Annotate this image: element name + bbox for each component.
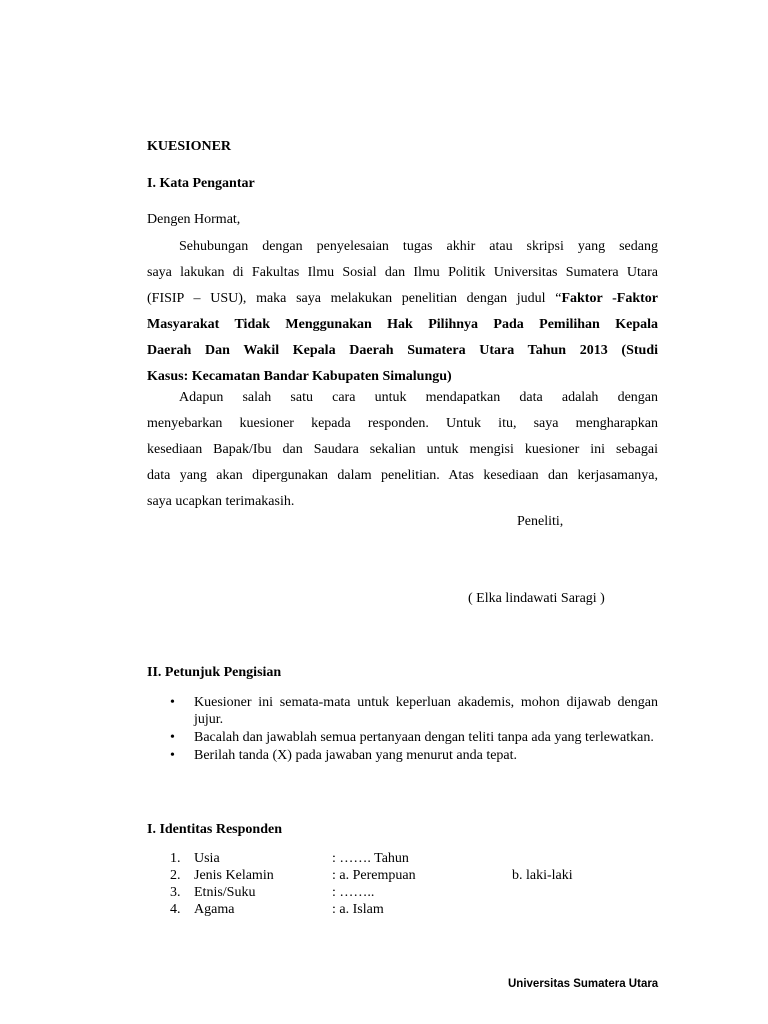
para2-line-1: Adapun salah satu cara untuk mendapatkan data adalah dengan bbox=[179, 390, 658, 405]
list-item: • Berilah tanda (X) pada jawaban yang menurut anda tepat. bbox=[170, 748, 518, 763]
bullet-icon: • bbox=[170, 730, 175, 745]
section-heading-petunjuk: II. Petunjuk Pengisian bbox=[147, 665, 282, 680]
para1-line-2: saya lakukan di Fakultas Ilmu Sosial dan Ilmu Politik Universitas Sumatera Utara bbox=[147, 265, 658, 280]
page-footer: Universitas Sumatera Utara bbox=[508, 978, 659, 990]
paragraph-request bbox=[147, 385, 658, 515]
research-title-line-2: Masyarakat Tidak Menggunakan Hak Pilihnya Pada Pemilihan Kepala bbox=[147, 317, 658, 332]
para2-line-2: menyebarkan kuesioner kepada responden. Untuk itu, saya mengharapkan bbox=[147, 416, 658, 431]
para2-line-4: data yang akan dipergunakan dalam penelitian. Atas kesediaan dan kerjasamanya, bbox=[147, 468, 658, 483]
greeting: Dengen Hormat, bbox=[147, 212, 241, 227]
research-title-line-3: Daerah Dan Wakil Kepala Daerah Sumatera Utara Tahun 2013 (Studi bbox=[147, 343, 658, 358]
para2-line-5: saya ucapkan terimakasih. bbox=[147, 494, 295, 509]
para1-line-1: Sehubungan dengan penyelesaian tugas akhir atau skripsi yang sedang bbox=[179, 239, 658, 254]
bullet-icon: • bbox=[170, 695, 175, 710]
identity-row-agama: 4. Agama : a. Islam bbox=[170, 902, 384, 917]
bullet-icon: • bbox=[170, 748, 175, 763]
identity-row-usia: 1. Usia : ……. Tahun bbox=[170, 851, 409, 866]
para2-line-3: kesediaan Bapak/Ibu dan Saudara sekalian untuk mengisi kuesioner ini sebagai bbox=[147, 442, 658, 457]
identity-row-jenis-kelamin: 2. Jenis Kelamin : a. Perempuan b. laki-laki bbox=[170, 868, 573, 883]
list-item: • Kuesioner ini semata-mata untuk keperluan akademis, mohon dijawab dengan jujur. bbox=[170, 695, 658, 727]
research-title-line-4: Kasus: Kecamatan Bandar Kabupaten Simalungu) bbox=[147, 369, 452, 384]
identity-row-etnis: 3. Etnis/Suku : …….. bbox=[170, 885, 375, 900]
section-heading-kata-pengantar: I. Kata Pengantar bbox=[147, 176, 255, 191]
identity-list bbox=[170, 850, 620, 918]
section-heading-identitas: I. Identitas Responden bbox=[147, 822, 282, 837]
research-title-start: Faktor -Faktor bbox=[561, 291, 658, 306]
instruction-list bbox=[170, 694, 658, 765]
signature-name: ( Elka lindawati Saragi ) bbox=[468, 591, 605, 606]
document-title: KUESIONER bbox=[147, 139, 232, 154]
paragraph-intro bbox=[147, 234, 658, 390]
signoff: Peneliti, bbox=[517, 514, 564, 529]
list-item: • Bacalah dan jawablah semua pertanyaan dengan teliti tanpa ada yang terlewatkan. bbox=[170, 730, 654, 745]
para1-line-3: (FISIP – USU), maka saya melakukan penelitian dengan judul “ bbox=[147, 291, 562, 306]
